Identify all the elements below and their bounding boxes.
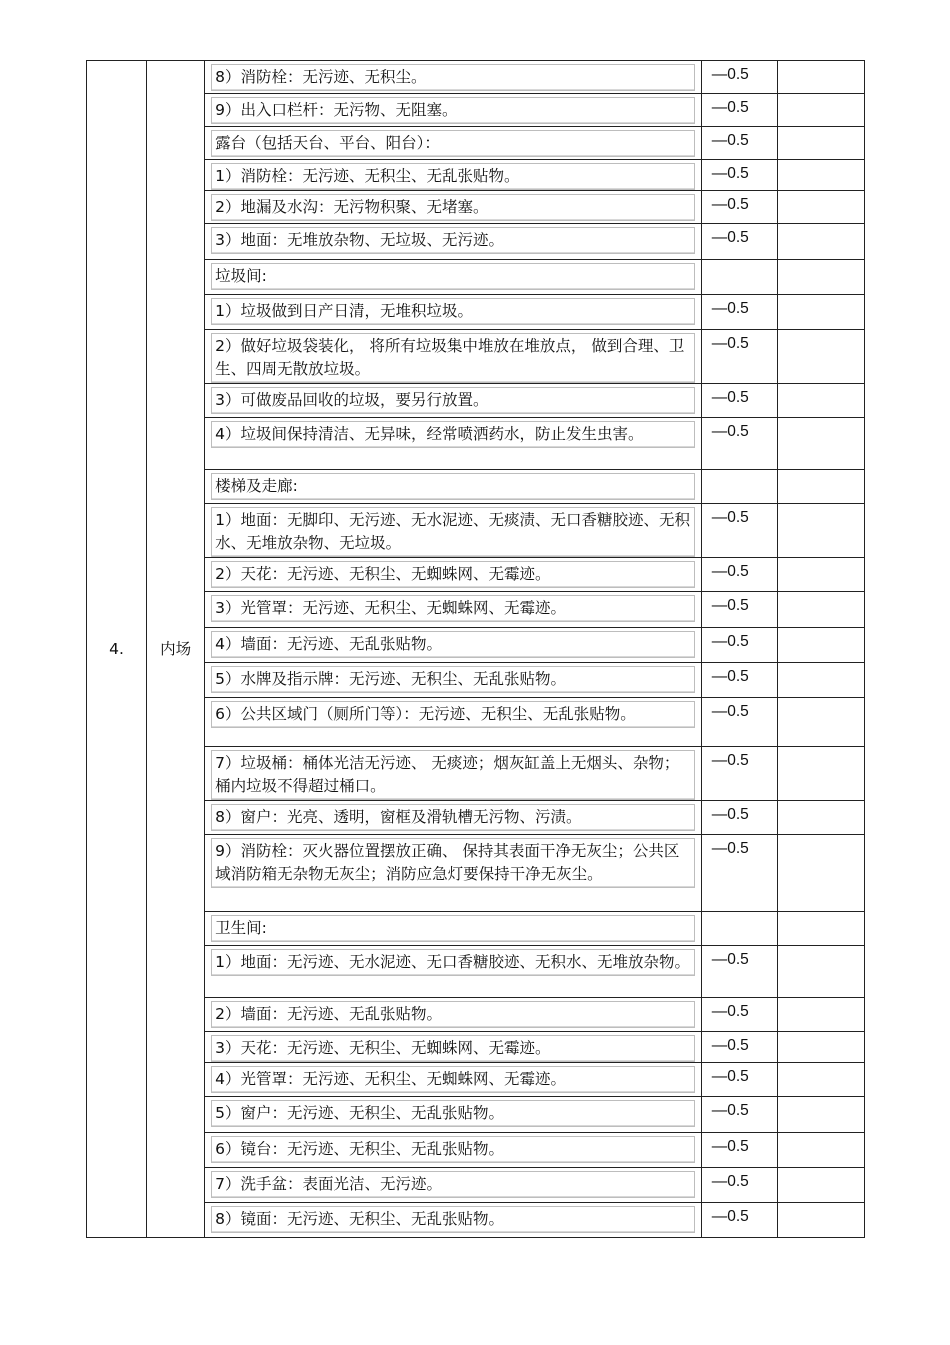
item-text: 6）公共区域门（厕所门等）：无污迹、无积尘、无乱张贴物。 xyxy=(211,701,695,728)
item-text: 3）可做废品回收的垃圾，要另行放置。 xyxy=(211,387,695,414)
table-body xyxy=(87,61,865,1238)
item-text: 7）垃圾桶：桶体光洁无污迹、 无痰迹；烟灰缸盖上无烟头、杂物；桶内垃圾不得超过桶口。 xyxy=(211,750,695,800)
deduction-cell: —0.5 xyxy=(701,592,777,628)
deduction-cell: —0.5 xyxy=(701,1133,777,1168)
remarks-cell xyxy=(777,1203,864,1238)
item-text: 6）镜台：无污迹、无积尘、无乱张贴物。 xyxy=(211,1136,695,1163)
item-text: 1）垃圾做到日产日清，无堆积垃圾。 xyxy=(211,298,695,325)
item-cell xyxy=(205,1203,702,1238)
remarks-cell xyxy=(777,224,864,260)
item-text: 2）地漏及水沟：无污物积聚、无堵塞。 xyxy=(211,194,695,221)
item-text: 3）地面：无堆放杂物、无垃圾、无污迹。 xyxy=(211,227,695,254)
remarks-cell xyxy=(777,330,864,384)
item-cell xyxy=(205,998,702,1032)
item-text: 2）天花：无污迹、无积尘、无蜘蛛网、无霉迹。 xyxy=(211,561,695,588)
item-text: 8）镜面：无污迹、无积尘、无乱张贴物。 xyxy=(211,1206,695,1233)
item-text: 8）窗户：光亮、透明，窗框及滑轨槽无污物、污渍。 xyxy=(211,804,695,831)
item-cell xyxy=(205,946,702,998)
item-text: 3）天花：无污迹、无积尘、无蜘蛛网、无霉迹。 xyxy=(211,1035,695,1062)
section-area: 内场 xyxy=(147,61,205,1238)
item-cell xyxy=(205,592,702,628)
remarks-cell xyxy=(777,504,864,558)
remarks-cell xyxy=(777,801,864,835)
item-cell xyxy=(205,94,702,127)
item-cell xyxy=(205,191,702,224)
remarks-cell xyxy=(777,912,864,946)
deduction-cell: —0.5 xyxy=(701,1063,777,1097)
item-text: 4）光管罩：无污迹、无积尘、无蜘蛛网、无霉迹。 xyxy=(211,1066,695,1093)
item-text: 1）地面：无污迹、无水泥迹、无口香糖胶迹、无积水、无堆放杂物。 xyxy=(211,949,695,976)
remarks-cell xyxy=(777,558,864,592)
item-cell xyxy=(205,1097,702,1133)
item-text: 1）地面：无脚印、无污迹、无水泥迹、无痰渍、无口香糖胶迹、无积水、无堆放杂物、无垃圾。 xyxy=(211,507,695,557)
remarks-cell xyxy=(777,592,864,628)
deduction-cell: —0.5 xyxy=(701,663,777,698)
item-cell xyxy=(205,801,702,835)
deduction-cell: —0.5 xyxy=(701,628,777,663)
deduction-cell: —0.5 xyxy=(701,384,777,418)
deduction-cell xyxy=(701,260,777,295)
deduction-cell: —0.5 xyxy=(701,504,777,558)
item-cell xyxy=(205,698,702,747)
deduction-cell: —0.5 xyxy=(701,1168,777,1203)
remarks-cell xyxy=(777,191,864,224)
item-cell xyxy=(205,224,702,260)
item-text: 7）洗手盆：表面光洁、无污迹。 xyxy=(211,1171,695,1198)
table-row xyxy=(87,61,865,94)
section-number: 4. xyxy=(87,61,147,1238)
deduction-cell: —0.5 xyxy=(701,94,777,127)
item-cell xyxy=(205,663,702,698)
item-cell xyxy=(205,1063,702,1097)
item-cell xyxy=(205,295,702,330)
remarks-cell xyxy=(777,1032,864,1063)
remarks-cell xyxy=(777,94,864,127)
item-cell xyxy=(205,127,702,160)
remarks-cell xyxy=(777,470,864,504)
item-text: 5）窗户：无污迹、无积尘、无乱张贴物。 xyxy=(211,1100,695,1127)
item-cell xyxy=(205,61,702,94)
item-cell xyxy=(205,628,702,663)
deduction-cell: —0.5 xyxy=(701,1203,777,1238)
item-text: 垃圾间: xyxy=(211,263,695,290)
remarks-cell xyxy=(777,946,864,998)
deduction-cell: —0.5 xyxy=(701,191,777,224)
deduction-cell: —0.5 xyxy=(701,160,777,191)
deduction-cell: —0.5 xyxy=(701,747,777,801)
remarks-cell xyxy=(777,295,864,330)
item-cell xyxy=(205,384,702,418)
deduction-cell: —0.5 xyxy=(701,61,777,94)
remarks-cell xyxy=(777,835,864,912)
item-text: 4）垃圾间保持清洁、无异味，经常喷洒药水，防止发生虫害。 xyxy=(211,421,695,448)
item-cell xyxy=(205,1168,702,1203)
remarks-cell xyxy=(777,160,864,191)
remarks-cell xyxy=(777,418,864,470)
remarks-cell xyxy=(777,1097,864,1133)
deduction-cell: —0.5 xyxy=(701,418,777,470)
remarks-cell xyxy=(777,260,864,295)
deduction-cell: —0.5 xyxy=(701,295,777,330)
remarks-cell xyxy=(777,628,864,663)
deduction-cell: —0.5 xyxy=(701,330,777,384)
deduction-cell: —0.5 xyxy=(701,1097,777,1133)
item-cell xyxy=(205,418,702,470)
deduction-cell: —0.5 xyxy=(701,127,777,160)
remarks-cell xyxy=(777,698,864,747)
remarks-cell xyxy=(777,61,864,94)
item-cell xyxy=(205,330,702,384)
item-text: 9）出入口栏杆：无污物、无阻塞。 xyxy=(211,97,695,124)
deduction-cell: —0.5 xyxy=(701,946,777,998)
item-text: 卫生间: xyxy=(211,915,695,942)
item-cell xyxy=(205,747,702,801)
deduction-cell xyxy=(701,912,777,946)
deduction-cell: —0.5 xyxy=(701,801,777,835)
deduction-cell: —0.5 xyxy=(701,998,777,1032)
deduction-cell: —0.5 xyxy=(701,558,777,592)
remarks-cell xyxy=(777,127,864,160)
remarks-cell xyxy=(777,1063,864,1097)
deduction-cell xyxy=(701,470,777,504)
item-text: 4）墙面：无污迹、无乱张贴物。 xyxy=(211,631,695,658)
item-cell xyxy=(205,1133,702,1168)
item-cell xyxy=(205,260,702,295)
deduction-cell: —0.5 xyxy=(701,1032,777,1063)
item-text: 2）墙面：无污迹、无乱张贴物。 xyxy=(211,1001,695,1028)
deduction-cell: —0.5 xyxy=(701,698,777,747)
item-cell xyxy=(205,504,702,558)
remarks-cell xyxy=(777,663,864,698)
item-text: 3）光管罩：无污迹、无积尘、无蜘蛛网、无霉迹。 xyxy=(211,595,695,622)
item-cell xyxy=(205,835,702,912)
item-text: 露台（包括天台、平台、阳台）： xyxy=(211,130,695,157)
item-text: 1）消防栓：无污迹、无积尘、无乱张贴物。 xyxy=(211,163,695,190)
item-cell xyxy=(205,1032,702,1063)
item-cell xyxy=(205,912,702,946)
remarks-cell xyxy=(777,384,864,418)
item-cell xyxy=(205,558,702,592)
deduction-cell: —0.5 xyxy=(701,835,777,912)
remarks-cell xyxy=(777,1168,864,1203)
item-text: 5）水牌及指示牌：无污迹、无积尘、无乱张贴物。 xyxy=(211,666,695,693)
item-cell xyxy=(205,160,702,191)
remarks-cell xyxy=(777,1133,864,1168)
deduction-cell: —0.5 xyxy=(701,224,777,260)
item-cell xyxy=(205,470,702,504)
inspection-table xyxy=(86,60,865,1238)
item-text: 楼梯及走廊: xyxy=(211,473,695,500)
remarks-cell xyxy=(777,998,864,1032)
item-text: 9）消防栓：灭火器位置摆放正确、 保持其表面干净无灰尘；公共区域消防箱无杂物无灰尘；消防应急灯要保持干净无灰尘。 xyxy=(211,838,695,888)
item-text: 8）消防栓：无污迹、无积尘。 xyxy=(211,64,695,91)
item-text: 2）做好垃圾袋装化， 将所有垃圾集中堆放在堆放点， 做到合理、卫生、四周无散放垃圾。 xyxy=(211,333,695,383)
remarks-cell xyxy=(777,747,864,801)
